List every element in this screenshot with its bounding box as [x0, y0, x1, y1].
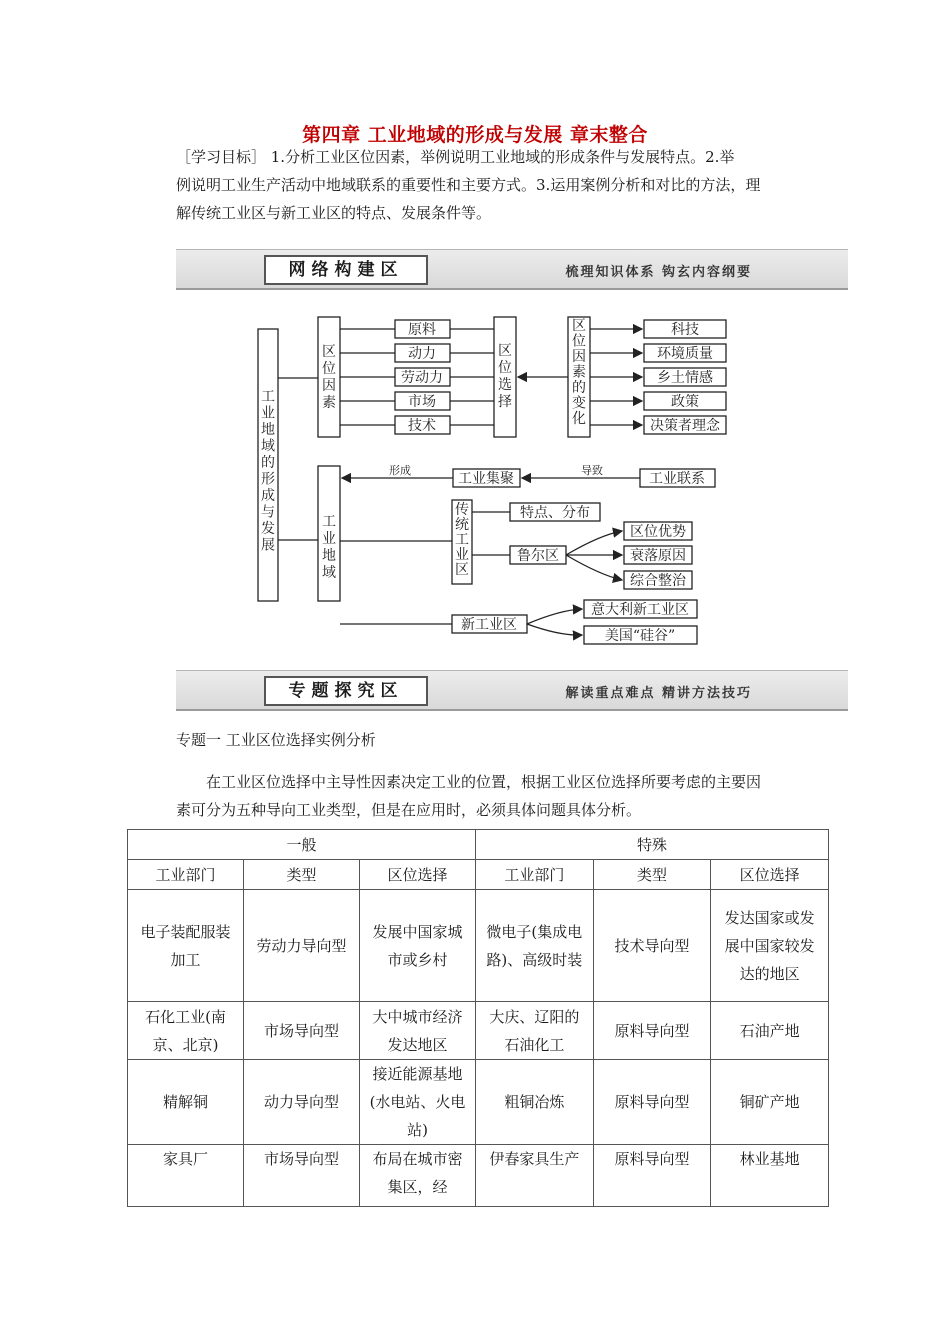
intro-paragraph: [176, 768, 826, 824]
table-row: [128, 1060, 829, 1145]
table-row: [128, 1145, 829, 1207]
objectives-line: 解传统工业区与新工业区的特点、发展条件等。: [176, 204, 492, 222]
change-label: 科技: [671, 322, 699, 338]
table-cell: 技术导向型: [593, 890, 711, 1002]
lead-label: 导致: [581, 464, 603, 477]
table-cell: 精解铜: [128, 1060, 244, 1145]
topic-heading: 专题一 工业区位选择实例分析: [176, 731, 376, 749]
change-label: 决策者理念: [650, 418, 720, 434]
table-cell: 石化工业(南京、北京): [128, 1002, 244, 1060]
group-header-special: 特殊: [476, 830, 829, 860]
table-cell: 林业基地: [711, 1145, 829, 1207]
ruhr-item-label: 区位优势: [630, 524, 686, 540]
banner-tab: 网络构建区: [264, 255, 428, 285]
factor-label: 动力: [408, 346, 436, 362]
factor-label: 劳动力: [401, 370, 443, 386]
table-row: [128, 890, 829, 1002]
table-cell: 微电子(集成电路)、高级时装: [476, 890, 594, 1002]
column-header: 区位选择: [711, 860, 829, 890]
factor-label: 技术: [408, 418, 436, 434]
factor-change-label: 区位因素的变化: [572, 318, 586, 427]
table-cell: 大中城市经济发达地区: [360, 1002, 476, 1060]
features-label: 特点、分布: [520, 505, 590, 521]
objectives-line: ［学习目标］ 1.分析工业区位因素，举例说明工业地域的形成条件与发展特点。2.举: [176, 148, 735, 166]
table-row: [128, 1002, 829, 1060]
column-header: 类型: [244, 860, 360, 890]
table-cell: 原料导向型: [593, 1060, 711, 1145]
banner-subtitle: 解读重点难点 精讲方法技巧: [565, 686, 752, 701]
table-cell: 劳动力导向型: [244, 890, 360, 1002]
table-cell: 发达国家或发展中国家较发达的地区: [711, 890, 829, 1002]
table-cell: 动力导向型: [244, 1060, 360, 1145]
table-cell: 原料导向型: [593, 1002, 711, 1060]
table-cell: 家具厂: [128, 1145, 244, 1207]
change-label: 乡土情感: [657, 370, 713, 386]
table-cell: 接近能源基地(水电站、火电站): [360, 1060, 476, 1145]
banner-subtitle: 梳理知识体系 钩玄内容纲要: [565, 265, 752, 280]
table-cell: 粗铜冶炼: [476, 1060, 594, 1145]
table-cell: 市场导向型: [244, 1002, 360, 1060]
table-cell: 原料导向型: [593, 1145, 711, 1207]
location-factors-label: 区位因素: [322, 344, 336, 411]
intro-line: 素可分为五种导向工业类型，但是在应用时，必须具体问题具体分析。: [176, 801, 642, 819]
banner-tab: 专题探究区: [264, 676, 428, 706]
table-cell: 市场导向型: [244, 1145, 360, 1207]
ruhr-item-label: 衰落原因: [630, 548, 686, 564]
factor-label: 原料: [408, 322, 436, 338]
traditional-region-label: 传统工业区: [455, 502, 469, 578]
objectives-line: 例说明工业生产活动中地域联系的重要性和主要方式。3.运用案例分析和对比的方法，理: [176, 176, 761, 194]
industrial-region-label: 工业地域: [322, 514, 336, 581]
linkage-label: 工业联系: [649, 471, 705, 487]
column-header: 类型: [593, 860, 711, 890]
root-label: 工业地域的形成与发展: [261, 389, 275, 554]
column-header: 工业部门: [476, 860, 594, 890]
industry-location-table: [127, 829, 829, 1207]
table-cell: 发展中国家城市或乡村: [360, 890, 476, 1002]
ruhr-label: 鲁尔区: [517, 548, 559, 564]
table-cell: 石油产地: [711, 1002, 829, 1060]
table-cell: 伊春家具生产: [476, 1145, 594, 1207]
new-item-label: 美国“硅谷”: [604, 628, 676, 644]
section-banner-topic: [176, 670, 848, 711]
concept-map: [0, 0, 950, 660]
page-title: 第四章 工业地域的形成与发展 章末整合: [302, 124, 648, 146]
intro-line: 在工业区位选择中主导性因素决定工业的位置，根据工业区位选择所要考虑的主要因: [206, 773, 762, 791]
form-label: 形成: [389, 464, 411, 477]
column-header: 区位选择: [360, 860, 476, 890]
new-item-label: 意大利新工业区: [591, 602, 689, 618]
location-choice-label: 区位选择: [498, 343, 512, 410]
ruhr-item-label: 综合整治: [630, 573, 686, 589]
table-cell: 布局在城市密集区，经: [360, 1145, 476, 1207]
column-header: 工业部门: [128, 860, 244, 890]
new-region-label: 新工业区: [461, 617, 517, 633]
table-cell: 大庆、辽阳的石油化工: [476, 1002, 594, 1060]
table-cell: 电子装配服装加工: [128, 890, 244, 1002]
group-header-general: 一般: [128, 830, 476, 860]
change-label: 政策: [671, 394, 699, 410]
location-factors-box: [318, 317, 340, 437]
agglomeration-label: 工业集聚: [458, 471, 514, 487]
factor-label: 市场: [408, 394, 436, 410]
table-cell: 铜矿产地: [711, 1060, 829, 1145]
change-label: 环境质量: [657, 346, 713, 362]
